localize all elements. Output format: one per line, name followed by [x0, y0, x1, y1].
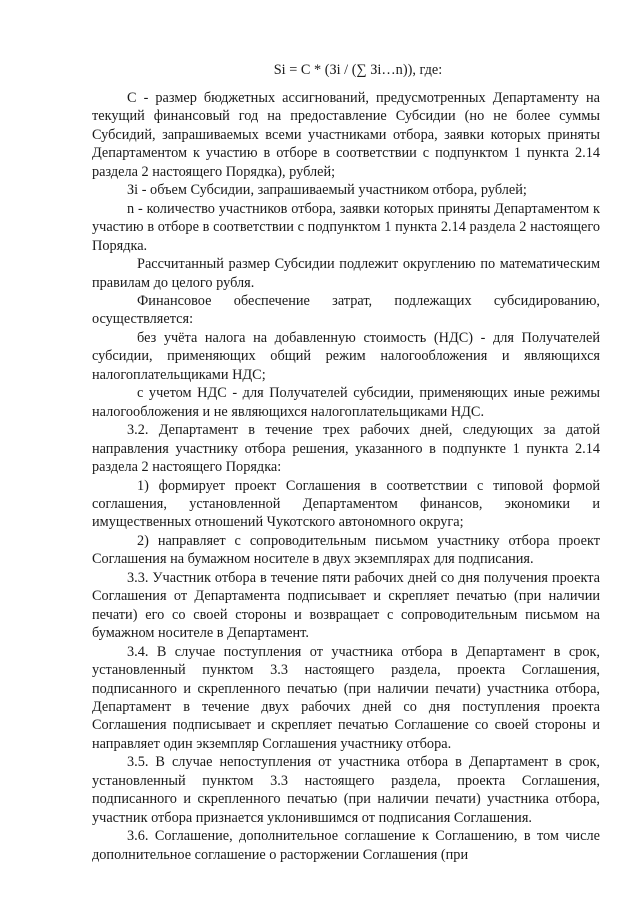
- paragraph-3-2: 3.2. Департамент в течение трех рабочих дней, следующих за датой направления участнику отбора решения, указанного в подпункте 1 пункта 2.14 раздела 2 настоящего Порядка:: [92, 422, 600, 476]
- document-body: [92, 61, 600, 864]
- paragraph-3-6: 3.6. Соглашение, дополнительное соглашение к Соглашению, в том числе дополнительное соглашение о расторжении Соглашения (при: [92, 828, 600, 863]
- paragraph-3-5: 3.5. В случае непоступления от участника отбора в Департамент в срок, установленный пунктом 3.3 настоящего раздела, проекта Соглашения, подписанного и скрепленного печатью (при наличии печати) участника отбора, участник отбора признается уклонившимся от подписания Соглашения.: [92, 754, 600, 826]
- paragraph-without-vat: без учёта налога на добавленную стоимость (НДС) - для Получателей субсидии, применяющих общий режим налогообложения и являющихся налогоплательщиками НДС;: [92, 329, 600, 383]
- paragraph-rounding: Рассчитанный размер Субсидии подлежит округлению по математическим правилам до целого рубля.: [92, 256, 600, 291]
- paragraph-c-definition: С - размер бюджетных ассигнований, предусмотренных Департаменту на текущий финансовый год на предоставление Субсидии (но не более суммы Субсидий, запрашиваемых всеми участниками отбора, заявки которых приняты Департаментом к участию в отборе в соответствии с подпунктом 1 пункта 2.14 раздела 2 настоящего Порядка), рублей;: [92, 90, 600, 180]
- paragraph-with-vat: с учетом НДС - для Получателей субсидии, применяющих иные режимы налогообложения и не являющихся налогоплательщиками НДС.: [92, 385, 600, 420]
- paragraph-3-2-item-1: 1) формирует проект Соглашения в соответствии с типовой формой соглашения, установленной Департаментом финансов, экономики и имущественных отношений Чукотского автономного округа;: [92, 477, 600, 531]
- paragraph-n-definition: n - количество участников отбора, заявки которых приняты Департаментом к участию в отборе в соответствии с подпунктом 1 пункта 2.14 раздела 2 настоящего Порядка.: [92, 200, 600, 254]
- subsidy-formula: Si = C * (Зi / (∑ Зi…n)), где:: [273, 62, 443, 78]
- paragraph-3-2-item-2: 2) направляет с сопроводительным письмом участнику отбора проект Соглашения на бумажном носителе в двух экземплярах для подписания.: [92, 532, 600, 568]
- paragraph-financing: Финансовое обеспечение затрат, подлежащих субсидированию, осуществляется:: [92, 292, 600, 328]
- paragraph-3-3: 3.3. Участник отбора в течение пяти рабочих дней со дня получения проекта Соглашения от Департамента подписывает и скрепляет печатью (при наличии печати) его со своей стороны и возвращает с сопроводительным письмом на бумажном носителе в Департамент.: [92, 569, 600, 642]
- paragraph-3-4: 3.4. В случае поступления от участника отбора в Департамент в срок, установленный пунктом 3.3 настоящего раздела, проекта Соглашения, подписанного и скрепленного печатью (при наличии печати) участника отбора, Департамент в течение двух рабочих дней со дня поступления проекта Соглашения подписывает и скрепляет печатью Соглашение со своей стороны и направляет один экземпляр Соглашения участнику отбора.: [92, 643, 600, 752]
- paragraph-zi-definition: Зi - объем Субсидии, запрашиваемый участником отбора, рублей;: [127, 182, 527, 199]
